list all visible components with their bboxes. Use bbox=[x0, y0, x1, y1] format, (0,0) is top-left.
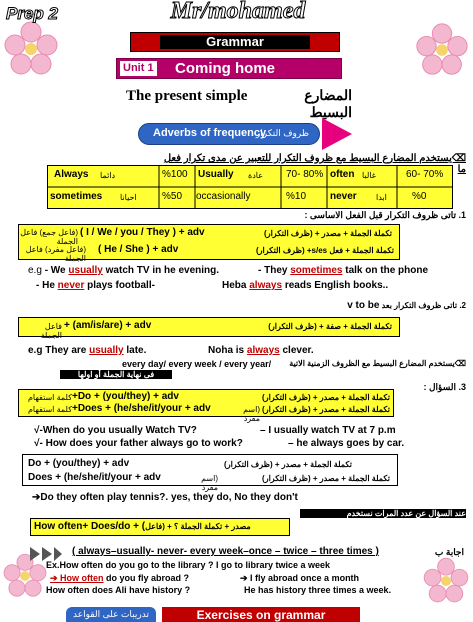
section6-ex2a-how-often: ➔ How often bbox=[50, 573, 104, 583]
flower-top-left-icon bbox=[0, 18, 62, 80]
section5-f1-ar: تكملة الجملة + مصدر + (ظرف التكرار) bbox=[224, 460, 352, 469]
section3-note-ar2: فى نهاية الجملة أو اولها bbox=[60, 370, 172, 379]
section2-example-a bbox=[28, 345, 146, 356]
freq-cell-sometimes-ar: احيانا bbox=[120, 193, 137, 202]
section1-f1-ar: تكملة الجملة + مصدر + (ظرف التكرار) bbox=[264, 229, 392, 238]
ex2a-rest: plays football- bbox=[84, 280, 155, 291]
section6-ex2a-rest: do you fly abroad ? bbox=[103, 573, 190, 583]
section5-f1-en: Do + (you/they) + adv bbox=[28, 458, 130, 469]
freq-cell-sometimes-pct: %50 bbox=[162, 191, 183, 202]
frequency-title-ar: ظروف التكرار bbox=[255, 128, 309, 138]
unit-banner bbox=[116, 58, 342, 79]
ex1a-start: - We bbox=[44, 265, 69, 276]
footer-left-banner bbox=[66, 607, 156, 622]
lesson-title-en: The present simple bbox=[126, 88, 248, 104]
flower-bottom-right-icon bbox=[420, 552, 472, 610]
freq-cell-sometimes: sometimes bbox=[50, 191, 103, 202]
double-arrow-icon bbox=[30, 547, 62, 561]
unit-title: Coming home bbox=[175, 60, 275, 77]
sec2-ex-a-start: e.g They are bbox=[28, 345, 90, 356]
section1-example-2a bbox=[36, 280, 155, 291]
freq-cell-occasionally-pct: %10 bbox=[286, 191, 307, 202]
section6-formula-ar: ) + مصدر + تكملة الجملة ؟ bbox=[162, 522, 251, 531]
ex2a-adverb: never bbox=[57, 280, 85, 291]
section2-formula-en: + (am/is/are) + adv bbox=[64, 320, 152, 331]
freq-cell-usually: Usually bbox=[198, 169, 234, 180]
section6-answers: ( always–usually- never- every week–once – twice – three times ) bbox=[72, 546, 379, 557]
section1-f2-en: ( He / She ) + adv bbox=[98, 244, 179, 255]
freq-cell-often-pct: 60- 70% bbox=[406, 169, 444, 180]
section4-q1-en: +Do + (you/they) + adv bbox=[72, 391, 179, 402]
section4-q2-ar: تكملة الجملة + مصدر + (ظرف التكرار) bbox=[262, 405, 390, 414]
sec2-ex-a-adverb: usually bbox=[89, 345, 124, 356]
teacher-name: Mr/mohamed bbox=[170, 0, 306, 24]
section6-example-3a: How often does Ali have history ? bbox=[46, 585, 191, 595]
ex1a-adverb: usually bbox=[68, 265, 103, 276]
frequency-banner bbox=[138, 123, 320, 145]
freq-cell-usually-ar: عادة bbox=[248, 171, 263, 180]
ex1b-start: - They bbox=[258, 265, 291, 276]
section6-example-3b: He has history three times a week. bbox=[244, 585, 392, 595]
section4-q2-en: +Does + (he/she/it/your + adv bbox=[72, 403, 211, 414]
pink-arrow-icon bbox=[322, 118, 352, 150]
grammar-banner-text: Grammar bbox=[160, 35, 310, 49]
freq-cell-often-ar: غالبا bbox=[362, 171, 376, 180]
ex2b-start: Heba bbox=[222, 280, 250, 291]
sec2-ex-a-rest: late. bbox=[123, 345, 147, 356]
freq-cell-never-pct: %0 bbox=[412, 191, 427, 202]
section6-formula-subject-ar: فاعل bbox=[145, 522, 163, 531]
footer-right-text: Exercises on grammar bbox=[196, 608, 326, 622]
freq-cell-always-pct: %100 bbox=[162, 169, 188, 180]
section1-title: 1. تاتى ظروف التكرار قبل الفعل الاساسى : bbox=[304, 210, 466, 220]
section5-f2-en: Does + (he/she/it/your + adv bbox=[28, 472, 161, 483]
sec2-ex-b-adverb: always bbox=[246, 345, 280, 356]
section6-example-1: Ex.How often do you go to the library ? I go to library twice a week bbox=[46, 560, 331, 570]
section1-f1-subject-ar: (فاعل جمع) فاعل الجملة bbox=[20, 228, 78, 246]
freq-cell-always-ar: دائما bbox=[100, 171, 116, 180]
ex1b-rest: talk on the phone bbox=[342, 265, 429, 276]
eg-label: e.g bbox=[28, 265, 42, 276]
section1-example-1a bbox=[28, 265, 219, 276]
section3-note-ar: ⌫يستخدم المضارع البسيط مع الظروف الزمنية الاتية bbox=[289, 359, 466, 368]
freq-cell-occasionally: occasionally bbox=[196, 191, 251, 202]
freq-cell-usually-pct: 70- 80% bbox=[286, 169, 324, 180]
section4-example-1b: – I usually watch TV at 7 p.m bbox=[260, 425, 396, 436]
section2-formula-ar: تكملة الجملة + صفة + (ظرف التكرار) bbox=[268, 322, 392, 331]
ex1a-rest: watch TV in he evening. bbox=[102, 265, 220, 276]
ex2b-adverb: always bbox=[249, 280, 283, 291]
grammar-banner bbox=[130, 32, 340, 52]
freq-cell-never-ar: ابدا bbox=[376, 193, 387, 202]
frequency-title-en: Adverbs of frequency bbox=[153, 127, 267, 139]
section4-q2-singular-ar: (اسم مفرد bbox=[243, 405, 260, 423]
intro-text: ⌫يستخدم المضارع البسيط مع ظروف التكرار للتعبير عن مدى تكرار فعل ما bbox=[163, 153, 466, 175]
section6-example-2a bbox=[50, 573, 189, 584]
section5-example: ➔Do they often play tennis?. yes, they do, No they don't bbox=[32, 492, 298, 503]
section2-subject-ar: فاعل الجملة bbox=[40, 322, 62, 340]
section6-label: عند السؤال عن عدد المرات نستخدم bbox=[300, 509, 466, 518]
section5-f2-ar: تكملة الجملة + مصدر + (ظرف التكرار) bbox=[262, 474, 390, 483]
section4-q1-wh-ar: كلمة استفهام bbox=[27, 393, 72, 402]
section4-example-2b: – he always goes by car. bbox=[288, 438, 405, 449]
ex2b-rest: reads English books.. bbox=[282, 280, 389, 291]
flower-top-right-icon bbox=[412, 20, 472, 80]
section4-example-1: √-When do you usually Watch TV? bbox=[34, 425, 197, 436]
prep-label: Prep 2 bbox=[6, 4, 58, 23]
section1-f1-en: ( I / We / you / They ) + adv bbox=[80, 227, 205, 238]
section4-q2-wh-ar: كلمة استفهام bbox=[27, 405, 72, 414]
sec2-ex-b-rest: clever. bbox=[279, 345, 314, 356]
footer-right-banner bbox=[162, 607, 360, 622]
section4-q1-ar: تكملة الجملة + مصدر + (ظرف التكرار) bbox=[262, 393, 390, 402]
section1-f2-ar: تكملة الجملة + فعل s/es+ (ظرف التكرار) bbox=[256, 246, 394, 255]
section2-title bbox=[300, 300, 466, 311]
section4-example-2: √- How does your father always go to work? bbox=[34, 438, 243, 449]
freq-cell-never: never bbox=[330, 191, 357, 202]
section2-title-en: v to be bbox=[347, 300, 380, 311]
section3-note-en: every day/ every week / every year/ bbox=[122, 359, 272, 369]
ex2a-start: - He bbox=[36, 280, 58, 291]
section2-example-b bbox=[208, 345, 314, 356]
freq-cell-often: often bbox=[330, 169, 355, 180]
section1-f2-subject-ar: (فاعل مفرد) فاعل الجملة bbox=[25, 245, 86, 263]
ex1b-adverb: sometimes bbox=[290, 265, 343, 276]
section1-example-1b bbox=[258, 265, 428, 276]
section2-title-ar: 2. تاتى ظروف التكرار بعد bbox=[381, 301, 466, 310]
lesson-title-ar: المضارع البسيط bbox=[304, 89, 352, 121]
section4-title: 3. السؤال : bbox=[423, 382, 466, 392]
footer-left-text: تدريبات على القواعد bbox=[73, 609, 149, 619]
unit-number: Unit 1 bbox=[120, 61, 157, 76]
section5-f2-singular-ar: (اسم مفرد bbox=[201, 474, 218, 492]
section6-answers-label: اجابة ب bbox=[434, 547, 464, 557]
section6-example-2b: ➔ I fly abroad once a month bbox=[240, 573, 360, 583]
section6-formula-en: How often+ Does/do + ( bbox=[34, 521, 146, 532]
section6-formula bbox=[34, 521, 251, 532]
freq-cell-always: Always bbox=[54, 169, 89, 180]
section1-example-2b bbox=[222, 280, 388, 291]
sec2-ex-b-start: Noha is bbox=[208, 345, 247, 356]
